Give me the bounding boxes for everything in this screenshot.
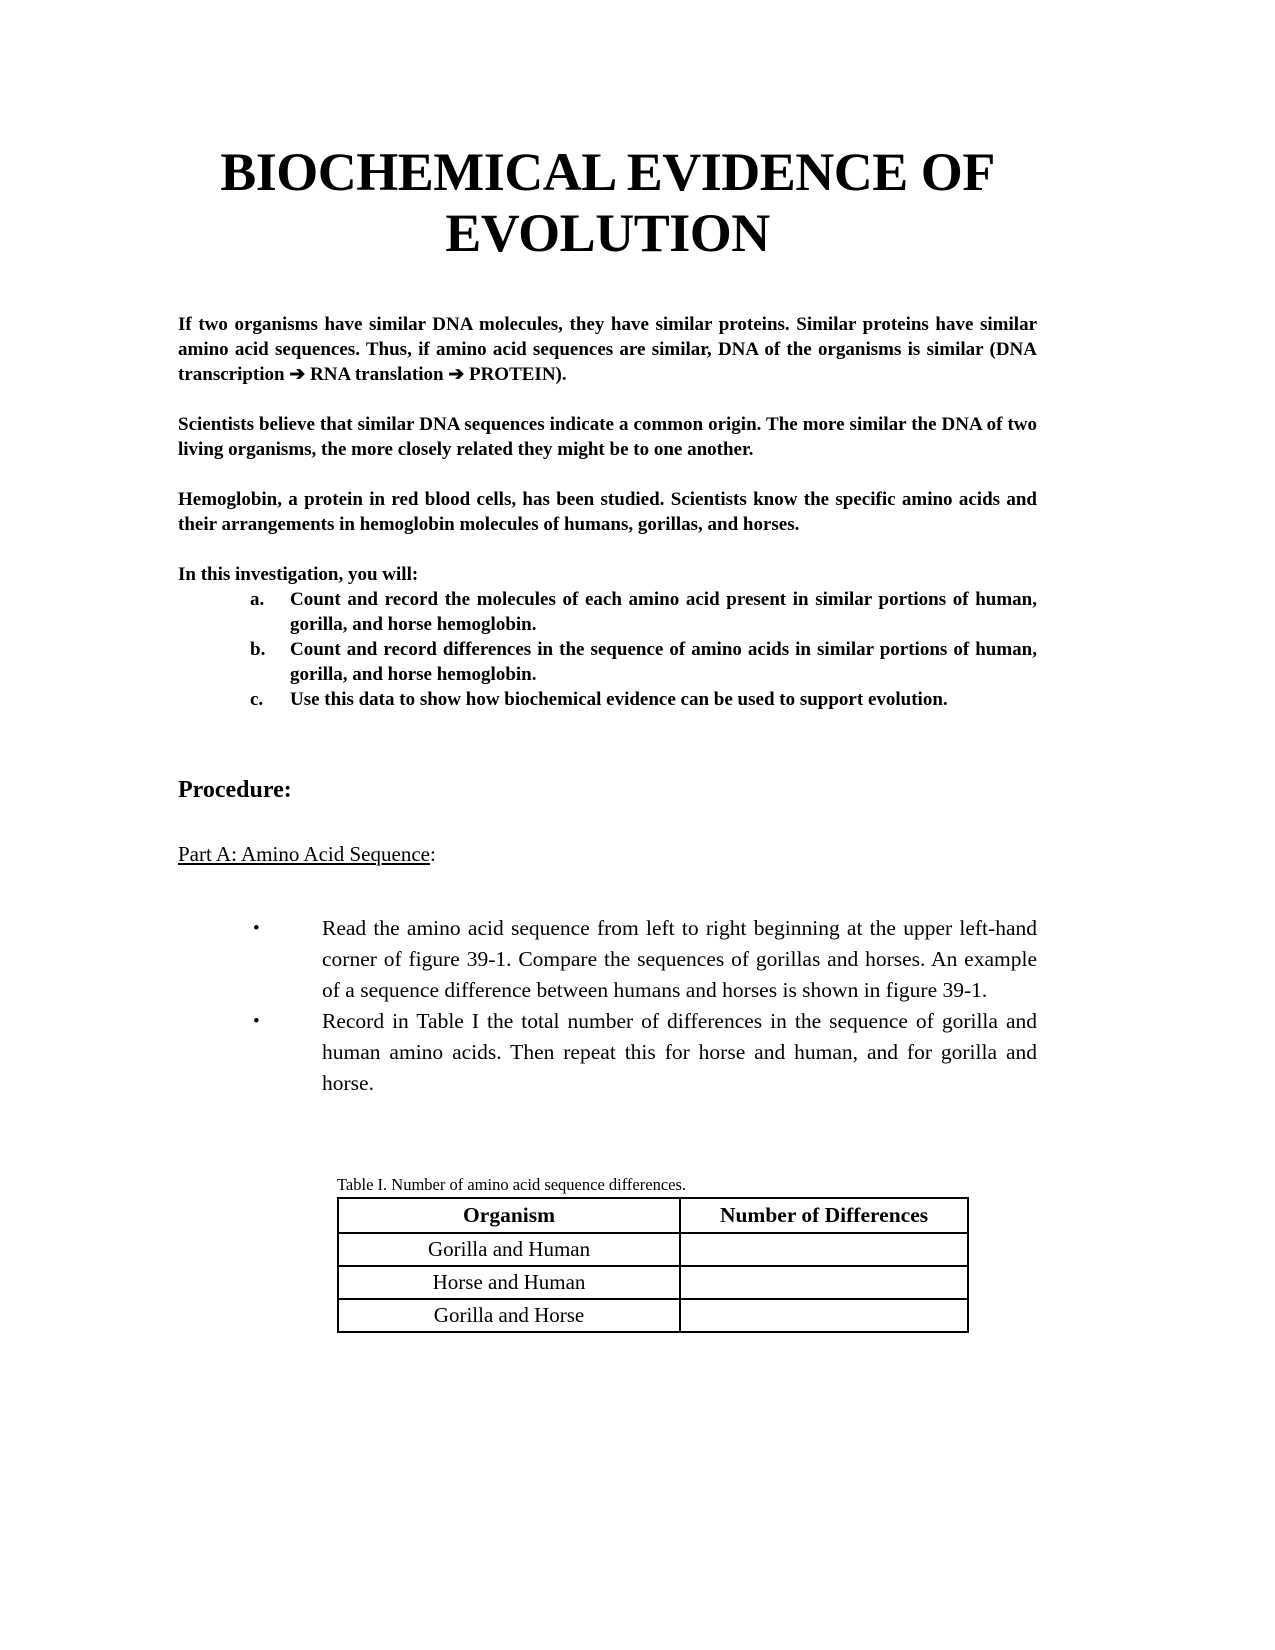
differences-cell-empty xyxy=(680,1233,968,1266)
differences-cell-empty xyxy=(680,1299,968,1332)
list-item-text: Count and record differences in the sequence of amino acids in similar portions of human, gorilla, and horse hemoglobin. xyxy=(290,639,1037,685)
table-row xyxy=(338,1299,968,1332)
page-title-line-2: EVOLUTION xyxy=(445,203,770,263)
intro-paragraph-3: Hemoglobin, a protein in red blood cells, has been studied. Scientists know the specific amino acids and their arrangements in hemoglobin molecules of humans, gorillas, and horses. xyxy=(178,489,1037,535)
organism-cell: Horse and Human xyxy=(338,1266,680,1299)
table-caption: Table I. Number of amino acid sequence differences. xyxy=(337,1175,687,1194)
part-a-heading-underlined: Part A: Amino Acid Sequence xyxy=(178,842,430,866)
investigation-list xyxy=(178,587,1037,712)
column-header-differences: Number of Differences xyxy=(680,1198,968,1233)
bullet-item xyxy=(178,1006,1037,1099)
list-item xyxy=(178,587,1037,637)
procedure-heading: Procedure: xyxy=(178,777,292,803)
table-row xyxy=(338,1233,968,1266)
table-row xyxy=(338,1266,968,1299)
organism-cell: Gorilla and Human xyxy=(338,1233,680,1266)
intro-paragraph-2: Scientists believe that similar DNA sequences indicate a common origin. The more similar the DNA of two living organisms, the more closely related they might be to one another. xyxy=(178,414,1037,460)
differences-cell-empty xyxy=(680,1266,968,1299)
list-item-text: Use this data to show how biochemical evidence can be used to support evolution. xyxy=(290,689,948,710)
list-item xyxy=(178,637,1037,687)
list-item-text: Count and record the molecules of each amino acid present in similar portions of human, gorilla, and horse hemoglobin. xyxy=(290,589,1037,635)
bullet-item xyxy=(178,913,1037,1006)
investigation-lead: In this investigation, you will: xyxy=(178,564,419,585)
bullet-icon: • xyxy=(253,918,260,939)
intro-paragraph-1: If two organisms have similar DNA molecules, they have similar proteins. Similar proteins have similar amino acid sequences. Thus, if amino acid sequences are similar, DNA of the organisms is similar (DNA transcription ➔ RNA translation ➔ PROTEIN). xyxy=(178,314,1037,385)
organism-cell: Gorilla and Horse xyxy=(338,1299,680,1332)
bullet-icon: • xyxy=(253,1011,260,1032)
procedure-bullet-list xyxy=(178,913,1037,1099)
list-item xyxy=(178,687,1037,712)
page-title xyxy=(178,142,1037,264)
list-item-label: c. xyxy=(250,689,264,710)
list-item-label: a. xyxy=(250,589,265,610)
differences-table xyxy=(337,1197,969,1333)
table-header-row xyxy=(338,1198,968,1233)
column-header-organism: Organism xyxy=(338,1198,680,1233)
bullet-text: Read the amino acid sequence from left to right beginning at the upper left-hand corner of figure 39-1. Compare the sequences of gorillas and horses. An example of a sequence difference between humans and horses is shown in figure 39-1. xyxy=(322,916,1037,1002)
list-item-label: b. xyxy=(250,639,266,660)
page-title-line-1: BIOCHEMICAL EVIDENCE OF xyxy=(220,142,995,202)
part-a-heading xyxy=(178,842,1037,867)
bullet-text: Record in Table I the total number of differences in the sequence of gorilla and human amino acids. Then repeat this for horse and human, and for gorilla and horse. xyxy=(322,1009,1037,1095)
part-a-heading-colon: : xyxy=(429,842,436,866)
